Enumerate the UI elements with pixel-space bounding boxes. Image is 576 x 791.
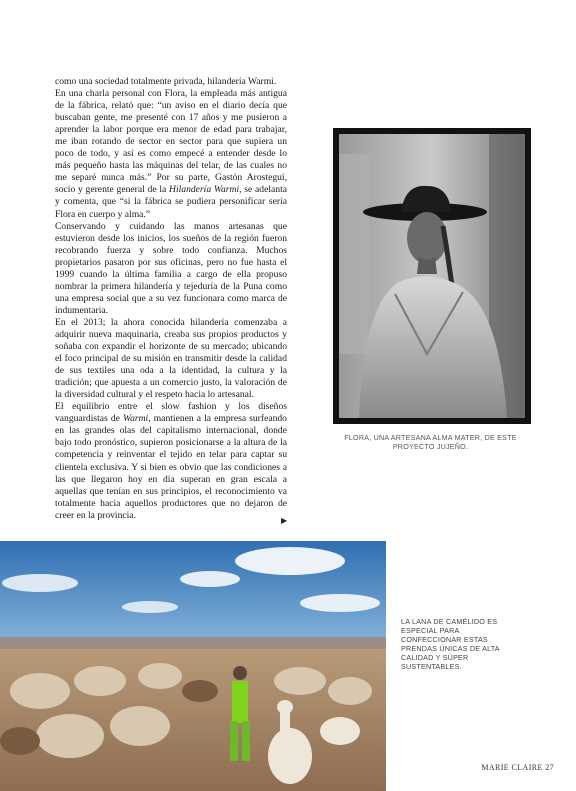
article-body	[55, 76, 287, 522]
llama-herd-image	[0, 541, 386, 791]
paragraph-2-emphasis: Hilandería Warmi,	[169, 184, 242, 196]
end-of-article-icon: ▶	[281, 516, 288, 525]
paragraph-5-text: El equilibrio entre el slow fashion y los diseños vanguardistas de	[55, 401, 287, 425]
magazine-name: MARIE CLAIRE	[481, 763, 543, 772]
paragraph-2-tail: se adelanta y comenta, que “si la fábrica se pudiera personificar sería Flora en cuerpo y alma.”	[55, 184, 288, 220]
paragraph-5-emphasis: Warmi,	[122, 413, 151, 425]
paragraph-2-text: En una charla personal con Flora, la empleada más antigua de la fábrica, relató que: “un aviso en el diario decía que buscaban gente, me presenté con 17 años y me pusieron a aprender la labor porque era menor de edad para trabajar, me iban rotando de sector en sector para que supiera un poco de todo, y así es como empecé a entender desde lo más pequeño hasta las máquinas del telar, de las cuales no me separé nunca más.” Por su parte, Gastón Arostegui, socio y gerente general de la	[55, 88, 287, 196]
page-number: 27	[545, 763, 554, 772]
page-folio	[481, 763, 554, 772]
paragraph-2	[55, 88, 287, 221]
paragraph-4: En el 2013; la ahora conocida hilandería comenzaba a adquirir nueva maquinaria, creaba sus propios productos y soñaba con expandir el horizonte de su mercado; ubicando el foco principal de su misión en transmitir desde la calidad de sus textiles una oda a la identidad, la cultura y la tradición; que apuesta a un comercio justo, la valoración de la diversidad cultural y el respeto hacia lo artesanal.	[55, 316, 287, 401]
portrait-image	[339, 134, 525, 418]
llama-herd-photo	[0, 541, 386, 791]
portrait-caption: FLORA, UNA ARTESANA ALMA MATER, DE ESTE PROYECTO JUJEÑO.	[344, 433, 517, 451]
llama-caption: LA LANA DE CAMÉLIDO ES ESPECIAL PARA CONFECCIONAR ESTAS PRENDAS ÚNICAS DE ALTA CALIDAD Y SÚPER SUSTENTABLES.	[401, 617, 500, 671]
paragraph-5	[55, 401, 287, 521]
paragraph-1: como una sociedad totalmente privada, hilandería Warmi.	[55, 76, 277, 87]
portrait-photo	[333, 128, 531, 424]
paragraph-3: Conservando y cuidando las manos artesanas que estuvieron desde los inicios, los sueños de la región fueron recobrando fuerza y sobre todo confianza. Muchos propietarios pasaron por sus oficinas, pero no fue hasta el 1999 cuando la última familia a cargo de ella propuso nombrar la primera hilandería y tejeduría de la Puna como una empresa social que a su vez funcionara como marca de indumentaria.	[55, 220, 287, 316]
paragraph-5-tail: mantienen a la empresa surfeando en las grandes olas del capitalismo internacional, donde bajo todo pronóstico, supieron posicionarse a la altura de la competencia y reinventar el tejido en telar para captar su clientela exclusiva. Y si bien es obvio que las condiciones a las que llegaron hoy en día superan en gran escala a aquellas que tenían en sus principios, el reconocimiento va totalmente hacia aquellos productores que no dejaron de creer en la provincia.	[55, 413, 287, 521]
